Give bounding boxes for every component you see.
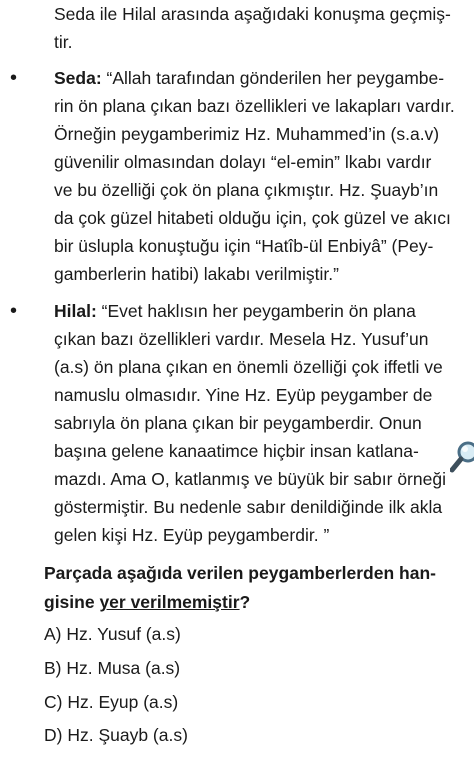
- option-d[interactable]: D) Hz. Şuayb (a.s): [44, 725, 188, 745]
- option-a[interactable]: A) Hz. Yusuf (a.s): [44, 624, 181, 644]
- question-after: ?: [239, 592, 251, 612]
- hilal-text: “Evet haklısın her peygamberin ön plana çıkan bazı özellikleri vardır. Mesela Hz. Yusuf’un (a.s) ön plana çıkan en önemli özelliği çok iffetli ve namuslu olmasıdır. Yine Hz. Eyüp peygamber de sabrıyla ön plana çıkan bir peygamberdir. Onun başına gelene kanaatimce hiçbir insan katlana- mazdı. Ama O, katlanmış ve büyük bir sabır örneği göstermiştir. Bu nedenle sabır denildiğinde ilk akla gelen kişi Hz. Eyüp peygamberdir. ”: [54, 301, 446, 545]
- question-text: [44, 559, 464, 617]
- seda-text: “Allah tarafından gönderilen her peygambe- rin ön plana çıkan bazı özellikleri ve lakapları vardır. Örneğin peygamberimiz Hz. Muhammed’in (s.a.v) güvenilir olmasından dolayı “el-emin” lkabı vardır ve bu özelliği çok ön plana çıkmıştır. Hz. Şuayb’ın da çok güzel hitabeti olduğu için, çok güzel ve akıcı bir üslupla konuştuğu için “Hatîb-ül Enbiyâ” (Pey- gamberlerin hatibi) lakabı verilmiştir.”: [54, 68, 455, 284]
- bullet-hilal: •: [10, 300, 18, 322]
- question-before: Parçada aşağıda verilen peygamberlerden han- gisine: [44, 563, 436, 612]
- speaker-seda: Seda:: [54, 68, 102, 88]
- option-c[interactable]: C) Hz. Eyup (a.s): [44, 692, 179, 712]
- question-underlined: yer verilmemiştir: [99, 592, 240, 612]
- bullet-seda: •: [10, 67, 18, 89]
- option-b[interactable]: B) Hz. Musa (a.s): [44, 658, 181, 678]
- seda-paragraph: [54, 64, 472, 288]
- speaker-hilal: Hilal:: [54, 301, 97, 321]
- hilal-paragraph: [54, 297, 472, 549]
- magnifier-icon[interactable]: [450, 438, 474, 478]
- intro-text: Seda ile Hilal arasında aşağıdaki konuşma geçmiş- tir.: [54, 4, 451, 52]
